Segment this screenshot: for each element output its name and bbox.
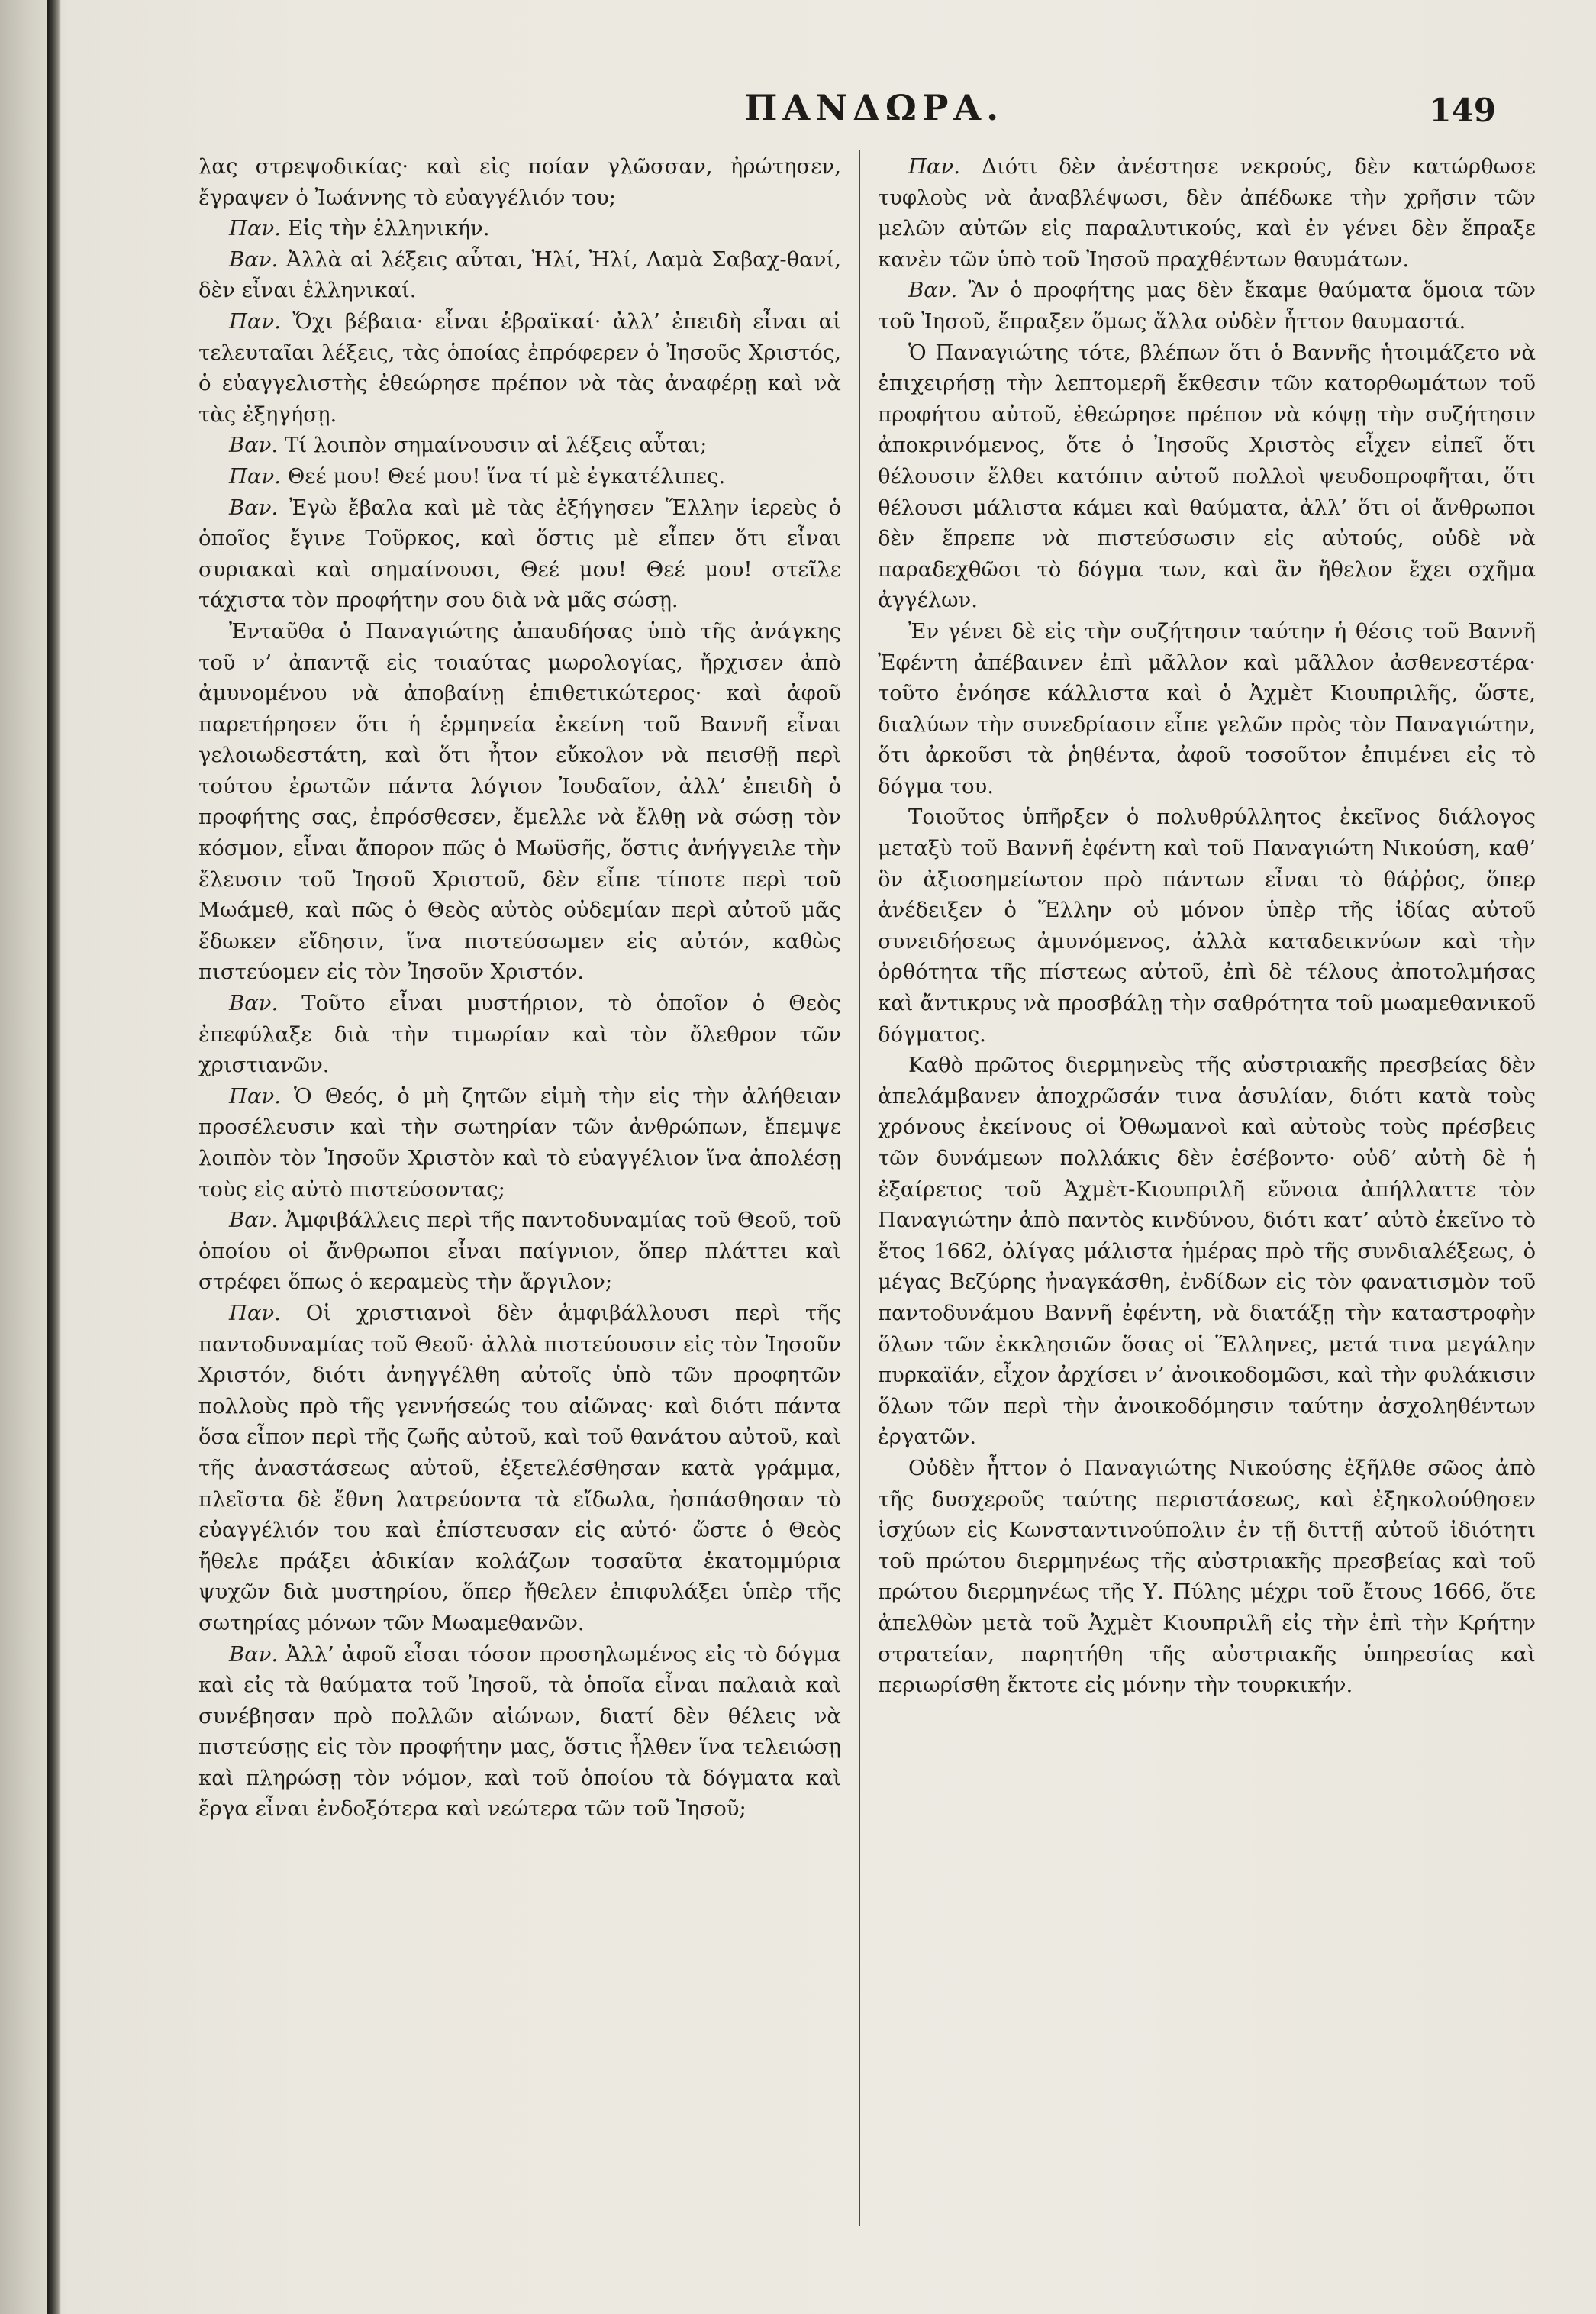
paragraph [878, 616, 1536, 802]
paragraph-text: Ἀλλὰ αἱ λέξεις αὗται, Ἠλί, Ἠλί, Λαμὰ Σαβαχ-θανί, δὲν εἶναι ἑλληνικαί. [198, 247, 841, 303]
paragraph [198, 213, 841, 244]
speaker-label: Παν. [229, 308, 282, 334]
paragraph [198, 151, 841, 213]
book-spine [47, 0, 61, 2314]
speaker-label: Βαν. [229, 433, 279, 458]
paragraph-text: Ἐνταῦθα ὁ Παναγιώτης ἀπαυδήσας ὑπὸ τῆς ἀνάγκης τοῦ ν’ ἀπαντᾷ εἰς τοιαύτας μωρολογίας, ἤρχισεν ἀπὸ ἀμυνομένου νὰ ἀποβαίνῃ ἐπιθετικώτερος· καὶ ἀφοῦ παρετήρησεν ὅτι ἡ ἑρμηνεία ἐκείνη τοῦ Βαννῆ εἶναι γελοιωδεστάτη, καὶ ὅτι ἦτον εὔκολον νὰ πεισθῇ περὶ τούτου ἐρωτῶν πάντα λόγιον Ἰουδαῖον, ἀλλ’ ἐπειδὴ ὁ προφήτης σας, ἐπρόσθεσεν, ἔμελλε νὰ ἔλθῃ νὰ σώσῃ τὸν κόσμον, εἶναι ἄπορον πῶς ὁ Μωϋσῆς, ὅστις ἀνήγγειλε τὴν ἔλευσιν τοῦ Ἰησοῦ Χριστοῦ, δὲν εἶπε τίποτε περὶ τοῦ Μωάμεθ, καὶ πῶς ὁ Θεὸς αὐτὸς οὐδεμίαν περὶ αὐτοῦ μᾶς ἔδωκεν εἴδησιν, ἵνα πιστεύσωμεν εἰς αὐτόν, καθὼς πιστεύομεν εἰς τὸν Ἰησοῦν Χριστόν. [198, 618, 841, 985]
speaker-label: Βαν. [229, 1208, 279, 1233]
left-column [198, 151, 841, 1825]
paragraph-text: Οὐδὲν ἧττον ὁ Παναγιώτης Νικούσης ἐξῆλθε σῶος ἀπὸ τῆς δυσχεροῦς ταύτης περιστάσεως, καὶ ἐξηκολούθησεν ἰσχύων εἰς Κωνσταντινούπολιν ἐν τῇ διττῇ αὐτοῦ ἰδιότητι τοῦ πρώτου διερμηνέως τῆς αὐστριακῆς πρεσβείας καὶ τοῦ πρώτου διερμηνέως τῆς Υ. Πύλης μέχρι τοῦ ἔτους 1666, ὅτε ἀπελθὼν μετὰ τοῦ Ἀχμὲτ Κιουπριλῆ εἰς τὴν ἐπὶ τὴν Κρήτην στρατείαν, παρητήθη τῆς αὐστριακῆς ὑπηρεσίας καὶ περιωρίσθη ἔκτοτε εἰς μόνην τὴν τουρκικήν. [878, 1455, 1536, 1698]
speaker-label: Βαν. [229, 1641, 279, 1667]
speaker-label: Παν. [229, 1300, 282, 1325]
paragraph [198, 988, 841, 1081]
column-divider [859, 150, 860, 2226]
paragraph [878, 1453, 1536, 1701]
paragraph-text: Ἐγὼ ἔβαλα καὶ μὲ τὰς ἐξήγησεν Ἕλλην ἱερεὺς ὁ ὁποῖος ἔγινε Τοῦρκος, καὶ ὅστις μὲ εἶπεν ὅτι εἶναι συριακαὶ καὶ σημαίνουσι, Θεέ μου! Θεέ μου! στεῖλε τάχιστα τὸν προφήτην σου διὰ νὰ μᾶς σώσῃ. [198, 495, 842, 613]
paragraph-text: Θεέ μου! Θεέ μου! ἵνα τί μὲ ἐγκατέλιπες. [287, 463, 726, 489]
paragraph-text: Τί λοιπὸν σημαίνουσιν αἱ λέξεις αὗται; [285, 433, 708, 458]
right-column [878, 151, 1536, 1701]
paragraph-text: Ἀλλ’ ἀφοῦ εἶσαι τόσον προσηλωμένος εἰς τὸ δόγμα καὶ εἰς τὰ θαύματα τοῦ Ἰησοῦ, τὰ ὁποῖα εἶναι παλαιὰ καὶ συνέβησαν πρὸ πολλῶν αἰώνων, διατί δὲν θέλεις νὰ πιστεύσῃς εἰς τὸν προφήτην μας, ὅστις ἦλθεν ἵνα τελειώσῃ καὶ πληρώσῃ τὸν νόμον, καὶ τοῦ ὁποίου τὰ δόγματα καὶ ἔργα εἶναι ἐνδοξότερα καὶ νεώτερα τῶν τοῦ Ἰησοῦ; [198, 1641, 841, 1822]
paragraph-text: Καθὸ πρῶτος διερμηνεὺς τῆς αὐστριακῆς πρεσβείας δὲν ἀπελάμβανεν ἀποχρῶσάν τινα ἀσυλίαν, διότι κατὰ τοὺς χρόνους ἐκείνους οἱ Ὀθωμανοὶ καὶ αὐτοὺς τοὺς πρέσβεις τῶν δυνάμεων πολλάκις δὲν ἐσέβοντο· οὐδ’ αὐτὴ δὲ ἡ ἐξαίρετος τοῦ Ἀχμὲτ-Κιουπριλῆ εὔνοια ἀπήλλαττε τὸν Παναγιώτην ἀπὸ παντὸς κινδύνου, διότι κατ’ αὐτὸ ἐκεῖνο τὸ ἔτος 1662, ὀλίγας μάλιστα ἡμέρας πρὸ τῆς συνδιαλέξεως, ὁ μέγας Βεζύρης ἠναγκάσθη, ἐνδίδων εἰς τὸν φανατισμὸν τοῦ παντοδυνάμου Βαννῆ ἐφέντη, νὰ διατάξῃ τὴν καταστροφὴν ὅλων τῶν ἐκκλησιῶν ὅσας οἱ Ἕλληνες, μετά τινα μεγάλην πυρκαϊάν, εἶχον ἀρχίσει ν’ ἀνοικοδομῶσι, καὶ τὴν φυλάκισιν ὅλων τῶν περὶ τὴν ἀνοικοδόμησιν ταύτην ἀσχοληθέντων ἐργατῶν. [878, 1053, 1536, 1450]
paragraph-text: λας στρεψοδικίας· καὶ εἰς ποίαν γλῶσσαν, ἠρώτησεν, ἔγραψεν ὁ Ἰωάννης τὸ εὐαγγέλιόν του; [198, 154, 841, 210]
paragraph-text: Ἐν γένει δὲ εἰς τὴν συζήτησιν ταύτην ἡ θέσις τοῦ Βαννῆ Ἐφέντη ἀπέβαινεν ἐπὶ μᾶλλον καὶ μᾶλλον ἀσθενεστέρα· τοῦτο ἐνόησε κάλλιστα καὶ ὁ Ἀχμὲτ Κιουπριλῆς, ὥστε, διαλύων τὴν συνεδρίασιν εἶπε γελῶν πρὸς τὸν Παναγιώτην, ὅτι ἀρκοῦσι τὰ ῥηθέντα, ἀφοῦ τοσοῦτον ἐπιμένει εἰς τὸ δόγμα του. [878, 618, 1536, 799]
paragraph-text: Ἂν ὁ προφήτης μας δὲν ἔκαμε θαύματα ὅμοια τῶν τοῦ Ἰησοῦ, ἔπραξεν ὅμως ἄλλα οὐδὲν ἧττον θαυμαστά. [878, 278, 1536, 334]
paragraph [198, 1081, 841, 1205]
paragraph [198, 1298, 841, 1639]
speaker-label: Παν. [229, 463, 282, 489]
paragraph [198, 244, 841, 306]
paragraph-text: Ὁ Θεός, ὁ μὴ ζητῶν εἰμὴ τὴν εἰς τὴν ἀλήθειαν προσέλευσιν καὶ τὴν σωτηρίαν τῶν ἀνθρώπων, ἔπεμψε λοιπὸν τὸν Ἰησοῦν Χριστὸν καὶ τὸ εὐαγγέλιον ἵνα ἀπολέσῃ τοὺς εἰς αὐτὸ πιστεύσοντας; [198, 1083, 841, 1202]
paragraph [878, 275, 1536, 337]
speaker-label: Βαν. [229, 247, 279, 272]
speaker-label: Παν. [229, 1083, 282, 1109]
speaker-label: Βαν. [908, 278, 958, 303]
paragraph [198, 1639, 841, 1825]
paragraph [198, 306, 841, 430]
paragraph-text: Ἀμφιβάλλεις περὶ τῆς παντοδυναμίας τοῦ Θεοῦ, τοῦ ὁποίου οἱ ἄνθρωποι εἶναι παίγνιον, ὅπερ πλάττει καὶ στρέφει ὅπως ὁ κεραμεὺς τὴν ἄργιλον; [198, 1208, 841, 1295]
paragraph [878, 1050, 1536, 1453]
paragraph-text: Ὁ Παναγιώτης τότε, βλέπων ὅτι ὁ Βαννῆς ἡτοιμάζετο νὰ ἐπιχειρήσῃ τὴν λεπτομερῆ ἔκθεσιν τῶν κατορθωμάτων τοῦ προφήτου αὐτοῦ, ἐθεώρησε πρέπον νὰ κόψῃ τὴν συζήτησιν ἀποκρινόμενος, ὅτε ὁ Ἰησοῦς Χριστὸς εἶχεν εἰπεῖ ὅτι θέλουσιν ἔλθει κατόπιν αὐτοῦ πολλοὶ ψευδοπροφῆται, ὅτι θέλουσι μάλιστα κάμει καὶ θαύματα, ἀλλ’ ὅτι οἱ ἄνθρωποι δὲν ἔπρεπε νὰ πιστεύσωσιν εἰς αὐτούς, οὐδὲ νὰ παραδεχθῶσι τὸ δόγμα των, καὶ ἂν ἤθελον ἔχει σχῆμα ἀγγέλων. [878, 340, 1536, 613]
paragraph [878, 802, 1536, 1050]
running-title: ΠΑΝΔΩΡΑ. [744, 87, 1004, 128]
paragraph-text: Εἰς τὴν ἑλληνικήν. [287, 216, 490, 241]
speaker-label: Βαν. [229, 991, 279, 1016]
paragraph-text: Οἱ χριστιανοὶ δὲν ἀμφιβάλλουσι περὶ τῆς παντοδυναμίας τοῦ Θεοῦ· ἀλλὰ πιστεύουσιν εἰς τὸν Ἰησοῦν Χριστόν, διότι ἀνηγγέλθη αὐτοῖς ὑπὸ τῶν προφητῶν πολλοὺς πρὸ τῆς γεννήσεώς του αἰῶνας· καὶ διότι πάντα ὅσα εἶπον περὶ τῆς ζωῆς αὐτοῦ, καὶ τοῦ θανάτου αὐτοῦ, καὶ τῆς ἀναστάσεως αὐτοῦ, ἐξετελέσθησαν κατὰ γράμμα, πλεῖστα δὲ ἔθνη λατρεύοντα τὰ εἴδωλα, ἠσπάσθησαν τὸ εὐαγγέλιόν του καὶ ἐπίστευσαν εἰς αὐτό· ὥστε ὁ Θεὸς ἤθελε πράξει ἀδικίαν κολάζων τοσαῦτα ἑκατομμύρια ψυχῶν διὰ μυστηρίου, ὅπερ ἤθελεν ἐπιφυλάξει ὑπὲρ τῆς σωτηρίας μόνων τῶν Μωαμεθανῶν. [198, 1300, 841, 1635]
paragraph-text: Τοιοῦτος ὑπῆρξεν ὁ πολυθρύλλητος ἐκεῖνος διάλογος μεταξὺ τοῦ Βαννῆ ἐφέντη καὶ τοῦ Παναγιώτη Νικούση, καθ’ ὃν ἀξιοσημείωτον πρὸ πάντων εἶναι τὸ θάῤῥος, ὅπερ ἀνέδειξεν ὁ Ἕλλην οὐ μόνον ὑπὲρ τῆς ἰδίας αὐτοῦ συνειδήσεως ἀμυνόμενος, ἀλλὰ καταδεικνύων καὶ τὴν ὀρθότητα τῆς πίστεως αὐτοῦ, ἐπὶ δὲ τέλους ἀποτολμήσας καὶ ἄντικρυς νὰ προσβάλῃ τὴν σαθρότητα τοῦ μωαμεθανικοῦ δόγματος. [878, 805, 1536, 1047]
paragraph [198, 492, 841, 616]
speaker-label: Παν. [908, 154, 961, 179]
speaker-label: Παν. [229, 216, 282, 241]
paragraph-text: Διότι δὲν ἀνέστησε νεκρούς, δὲν κατώρθωσε τυφλοὺς νὰ ἀναβλέψωσι, δὲν ἀπέδωκε τὴν χρῆσιν τῶν μελῶν αὐτῶν εἰς παραλυτικούς, καὶ ἐν γένει δὲν ἔπραξε κανὲν τῶν ὑπὸ τοῦ Ἰησοῦ πραχθέντων θαυμάτων. [878, 154, 1536, 272]
paragraph [198, 616, 841, 988]
running-head [198, 82, 1496, 136]
paragraph [878, 337, 1536, 616]
paragraph-text: Τοῦτο εἶναι μυστήριον, τὸ ὁποῖον ὁ Θεὸς ἐπεφύλαξε διὰ τὴν τιμωρίαν καὶ τὸν ὄλεθρον τῶν χριστιανῶν. [198, 991, 841, 1078]
speaker-label: Βαν. [229, 495, 279, 520]
paragraph [198, 430, 841, 461]
page-number: 149 [1429, 92, 1496, 129]
paragraph-text: Ὄχι βέβαια· εἶναι ἑβραϊκαί· ἀλλ’ ἐπειδὴ εἶναι αἱ τελευταῖαι λέξεις, τὰς ὁποίας ἐπρόφερεν ὁ Ἰησοῦς Χριστός, ὁ εὐαγγελιστὴς ἐθεώρησε πρέπον νὰ τὰς ἀναφέρῃ καὶ νὰ τὰς ἐξηγήσῃ. [198, 308, 841, 427]
paragraph [198, 1205, 841, 1298]
paragraph [878, 151, 1536, 275]
paragraph [198, 461, 841, 492]
